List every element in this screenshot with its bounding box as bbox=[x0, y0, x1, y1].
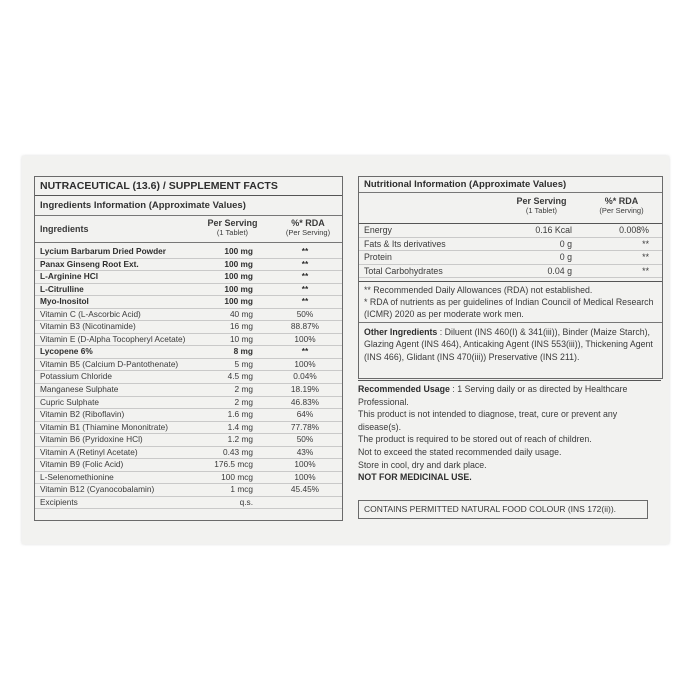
ingredient-amount: 100 mg bbox=[224, 271, 253, 282]
ingredient-amount: 176.5 mcg bbox=[214, 459, 253, 470]
nutrient-name: Total Carbohydrates bbox=[364, 265, 443, 276]
nutrition-per-serving-header bbox=[504, 196, 579, 215]
ingredient-name: Lycium Barbarum Dried Powder bbox=[40, 246, 167, 256]
ingredient-row bbox=[35, 371, 342, 384]
ingredient-amount: 100 mg bbox=[224, 296, 253, 307]
ingredient-amount: 8 mg bbox=[233, 346, 253, 357]
ingredient-name: Lycopene 6% bbox=[40, 346, 93, 357]
ingredient-name: L-Selenomethionine bbox=[40, 471, 114, 482]
ingredient-amount: 40 mg bbox=[229, 308, 253, 319]
ingredients-info-subtitle: Ingredients Information (Approximate Values) bbox=[35, 196, 342, 216]
nutrient-rda: ** bbox=[642, 265, 649, 276]
rda-label: %* RDA bbox=[291, 218, 325, 228]
ingredient-amount: 10 mg bbox=[229, 333, 253, 344]
recommended-usage bbox=[358, 383, 661, 408]
rda-column-header bbox=[278, 218, 338, 237]
ingredient-row bbox=[35, 484, 342, 497]
dosage-warning: Not to exceed the stated recommended daily usage. bbox=[358, 446, 562, 457]
ingredient-rda: 50% bbox=[296, 434, 314, 445]
nutritional-info-panel bbox=[358, 176, 663, 379]
ingredient-name: Vitamin B3 (Nicotinamide) bbox=[40, 321, 136, 332]
nutrient-amount: 0 g bbox=[559, 252, 572, 262]
nutritional-info-title: Nutritional Information (Approximate Values) bbox=[359, 177, 662, 193]
ingredient-rda: 64% bbox=[296, 409, 314, 420]
ingredient-name: Cupric Sulphate bbox=[40, 396, 100, 407]
nutrition-row bbox=[359, 265, 662, 279]
ingredient-amount: 4.5 mg bbox=[227, 371, 253, 382]
ingredient-row bbox=[35, 497, 342, 510]
ingredient-rda: 100% bbox=[294, 358, 316, 369]
ingredient-name: Panax Ginseng Root Ext. bbox=[40, 258, 139, 269]
ingredients-table-header bbox=[35, 216, 342, 243]
ingredient-rda: 46.83% bbox=[290, 396, 320, 407]
ingredient-amount: 100 mg bbox=[224, 258, 253, 269]
nutrition-table-body bbox=[359, 224, 662, 278]
ingredient-rda: 45.45% bbox=[290, 484, 320, 495]
ingredient-amount: 1.2 mg bbox=[227, 434, 253, 445]
not-medicinal-text: NOT FOR MEDICINAL USE. bbox=[358, 472, 472, 483]
ingredient-name: Vitamin B12 (Cyanocobalamin) bbox=[40, 484, 155, 495]
usage-section bbox=[358, 380, 661, 484]
recommended-usage-text: : 1 Serving daily or as directed by Healthcare Professional. bbox=[358, 384, 628, 407]
rda-note-icmr: * RDA of nutrients as per guidelines of Indian Council of Medical Research (ICMR) 2020 as per moderate work men. bbox=[364, 297, 654, 319]
nutrition-table-header bbox=[359, 193, 662, 224]
ingredient-rda: 18.19% bbox=[290, 384, 320, 395]
nutrition-rda-header bbox=[584, 196, 659, 215]
nutrient-rda: 0.008% bbox=[619, 225, 649, 235]
ingredient-amount: 0.43 mg bbox=[223, 446, 253, 457]
ingredient-amount: 1 mcg bbox=[230, 484, 253, 495]
nutrient-amount: 0.16 Kcal bbox=[535, 225, 572, 235]
ingredient-row bbox=[35, 384, 342, 397]
ingredient-name: Vitamin C (L-Ascorbic Acid) bbox=[40, 308, 141, 319]
ingredient-row bbox=[35, 346, 342, 359]
ingredient-row bbox=[35, 309, 342, 322]
ingredient-row bbox=[35, 296, 342, 309]
ingredient-amount: 16 mg bbox=[229, 321, 253, 332]
ingredient-name: Vitamin B2 (Riboflavin) bbox=[40, 409, 125, 420]
ingredient-row bbox=[35, 321, 342, 334]
ingredient-row bbox=[35, 284, 342, 297]
ingredient-name: Vitamin A (Retinyl Acetate) bbox=[40, 446, 138, 457]
ingredient-row bbox=[35, 359, 342, 372]
ingredient-rda: 0.04% bbox=[293, 371, 317, 382]
ingredient-rda: ** bbox=[301, 258, 309, 269]
nutrient-amount: 0.04 g bbox=[547, 265, 572, 276]
ingredient-rda: ** bbox=[301, 283, 309, 294]
ingredient-rda: ** bbox=[301, 296, 309, 307]
ingredient-rda: ** bbox=[301, 346, 309, 357]
nutrition-per-serving-label: Per Serving bbox=[516, 196, 567, 206]
recommended-usage-label: Recommended Usage bbox=[358, 384, 450, 394]
nutrition-row bbox=[359, 224, 662, 238]
ingredient-row bbox=[35, 271, 342, 284]
ingredient-name: Potassium Chloride bbox=[40, 371, 112, 382]
per-serving-column-header bbox=[195, 218, 270, 237]
ingredient-amount: 2 mg bbox=[234, 384, 253, 395]
supplement-facts-title: NUTRACEUTICAL (13.6) / SUPPLEMENT FACTS bbox=[35, 177, 342, 196]
nutrition-per-serving-sub: (1 Tablet) bbox=[525, 206, 558, 215]
per-serving-sub: (1 Tablet) bbox=[216, 228, 249, 237]
ingredient-name: Vitamin B1 (Thiamine Mononitrate) bbox=[40, 421, 169, 432]
ingredient-row bbox=[35, 434, 342, 447]
ingredients-column-header: Ingredients bbox=[40, 224, 89, 234]
ingredient-name: Manganese Sulphate bbox=[40, 384, 119, 395]
ingredient-amount: 100 mcg bbox=[221, 471, 253, 482]
label-card bbox=[22, 156, 669, 544]
nutrition-rda-sub: (Per Serving) bbox=[599, 206, 644, 215]
other-ingredients bbox=[359, 322, 662, 366]
nutrient-name: Energy bbox=[364, 225, 392, 235]
ingredient-name: Vitamin B6 (Pyridoxine HCl) bbox=[40, 434, 143, 445]
per-serving-label: Per Serving bbox=[207, 218, 258, 228]
food-colour-notice: CONTAINS PERMITTED NATURAL FOOD COLOUR (INS 172(ii)). bbox=[358, 500, 648, 519]
rda-sub: (Per Serving) bbox=[285, 228, 331, 237]
nutrient-amount: 0 g bbox=[559, 238, 572, 249]
nutrition-rda-label: %* RDA bbox=[604, 196, 639, 206]
disclaimer-diagnose: This product is not intended to diagnose, treat, cure or prevent any disease(s). bbox=[358, 409, 618, 432]
ingredient-name: L-Citrulline bbox=[40, 283, 84, 294]
rda-notes bbox=[359, 281, 662, 322]
nutrient-rda: ** bbox=[642, 238, 649, 249]
ingredient-name: Excipients bbox=[40, 496, 78, 507]
ingredient-amount: 5 mg bbox=[234, 358, 253, 369]
ingredient-rda: 50% bbox=[296, 308, 314, 319]
nutrient-name: Protein bbox=[364, 252, 392, 262]
ingredient-row bbox=[35, 334, 342, 347]
storage-conditions: Store in cool, dry and dark place. bbox=[358, 459, 487, 470]
ingredient-rda: 88.87% bbox=[290, 321, 320, 332]
ingredient-amount: 1.4 mg bbox=[227, 421, 253, 432]
storage-children: The product is required to be stored out of reach of children. bbox=[358, 434, 592, 445]
ingredient-rda: ** bbox=[301, 246, 309, 256]
ingredient-amount: 100 mg bbox=[224, 283, 253, 294]
nutrient-rda: ** bbox=[642, 252, 649, 262]
ingredient-row bbox=[35, 447, 342, 460]
ingredient-row bbox=[35, 459, 342, 472]
ingredient-name: Vitamin B5 (Calcium D-Pantothenate) bbox=[40, 358, 179, 369]
ingredient-name: Vitamin E (D-Alpha Tocopheryl Acetate) bbox=[40, 333, 186, 344]
ingredient-name: L-Arginine HCl bbox=[40, 271, 99, 282]
supplement-facts-panel bbox=[34, 176, 343, 521]
ingredient-rda: 100% bbox=[294, 471, 316, 482]
ingredient-row bbox=[35, 472, 342, 485]
ingredient-rda: 77.78% bbox=[290, 421, 320, 432]
not-medicinal-notice bbox=[358, 471, 661, 484]
ingredient-rda: ** bbox=[301, 271, 309, 282]
ingredient-row bbox=[35, 409, 342, 422]
ingredient-row bbox=[35, 422, 342, 435]
ingredients-table-body bbox=[35, 243, 342, 509]
rda-note-not-established: ** Recommended Daily Allowances (RDA) not established. bbox=[364, 285, 593, 295]
ingredient-amount: 100 mg bbox=[224, 246, 253, 256]
ingredient-row bbox=[35, 246, 342, 259]
ingredient-row bbox=[35, 259, 342, 272]
ingredient-rda: 100% bbox=[294, 459, 316, 470]
ingredient-rda: 100% bbox=[294, 333, 316, 344]
ingredient-amount: q.s. bbox=[239, 496, 253, 507]
ingredient-amount: 1.6 mg bbox=[227, 409, 253, 420]
nutrient-name: Fats & Its derivatives bbox=[364, 238, 446, 249]
nutrition-row bbox=[359, 238, 662, 252]
other-ingredients-text: : Diluent (INS 460(I) & 341(iii)), Binder (Maize Starch), Glazing Agent (INS 464), Anticaking Agent (INS 553(iii)), Thickening Agent (INS 466), Glidant (INS 470(iii)) Preservative (INS 211). bbox=[364, 327, 653, 362]
ingredient-name: Vitamin B9 (Folic Acid) bbox=[40, 459, 124, 470]
other-ingredients-label: Other Ingredients bbox=[364, 327, 438, 337]
ingredient-amount: 2 mg bbox=[234, 396, 253, 407]
nutrition-row bbox=[359, 251, 662, 265]
ingredient-rda: 43% bbox=[296, 446, 314, 457]
ingredient-row bbox=[35, 397, 342, 410]
ingredient-name: Myo-Inositol bbox=[40, 296, 89, 307]
